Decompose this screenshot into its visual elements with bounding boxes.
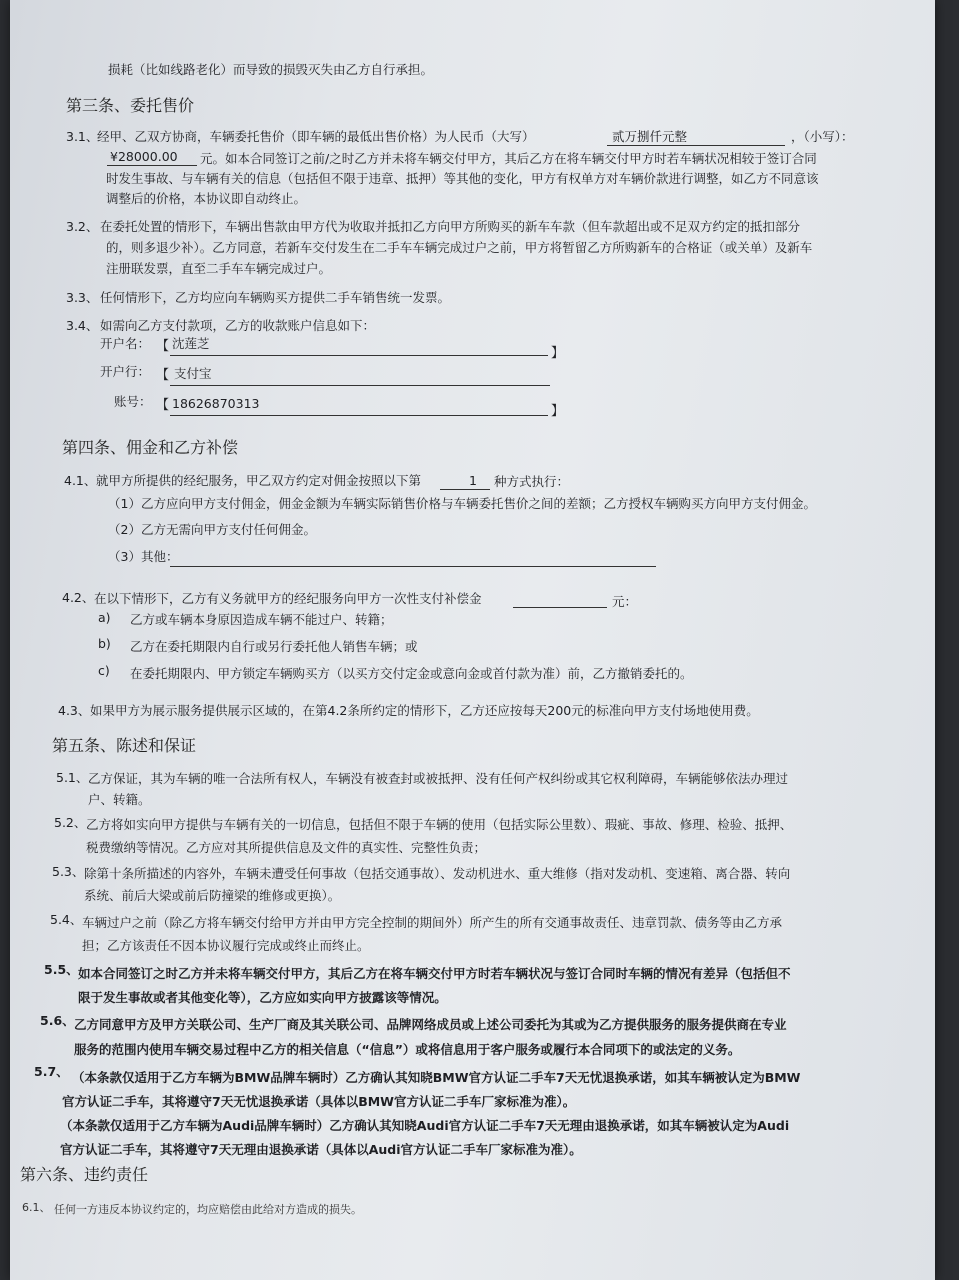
option-1-text: （1）乙方应向甲方支付佣金，佣金金额为车辆实际销售价格与车辆委托售价之间的差额；乙方授权车辆购买方向甲方支付佣金。 xyxy=(108,496,816,511)
price-lowercase-underline xyxy=(107,165,197,166)
item-key: a) xyxy=(98,610,111,625)
price-lowercase-value: ¥28000.00 xyxy=(110,149,178,164)
clause-3-2-text: 的，则多退少补）。乙方同意，若新车交付发生在二手车车辆完成过户之前，甲方将暂留乙方所购新车的合格证（或关单）及新车 xyxy=(106,240,813,255)
clause-number: 4.1、 xyxy=(64,473,97,488)
clause-5-4-text: 车辆过户之前（除乙方将车辆交付给甲方并由甲方完全控制的期间外）所产生的所有交通事故责任、违章罚款、债务等由乙方承 xyxy=(82,915,783,930)
clause-3-1-text: 元。如本合同签订之前/之时乙方并未将车辆交付甲方，其后乙方在将车辆交付甲方时若车辆状况相较于签订合同 xyxy=(200,151,817,166)
price-uppercase-value: 贰万捌仟元整 xyxy=(612,129,688,144)
clause-5-2-text: 乙方将如实向甲方提供与车辆有关的一切信息，包括但不限于车辆的使用（包括实际公里数）、瑕疵、事故、修理、检验、抵押、 xyxy=(86,817,793,832)
clause-3-2-text: 在委托处置的情形下，车辆出售款由甲方代为收取并抵扣乙方向甲方所购买的新车车款（但车款超出或不足双方约定的抵扣部分 xyxy=(100,219,801,234)
bank-label: 开户行： xyxy=(100,364,151,379)
clause-5-7-text: （本条款仅适用于乙方车辆为BMW品牌车辆时）乙方确认其知晓BMW官方认证二手车7天无忧退换承诺，如其车辆被认定为BMW xyxy=(72,1070,801,1085)
bracket-open: 【 xyxy=(156,339,170,354)
price-uppercase-underline xyxy=(607,145,785,146)
clause-5-7-text: 官方认证二手车，其将遵守7天无理由退换承诺（具体以Audi官方认证二手车厂家标准为准）。 xyxy=(60,1142,582,1157)
account-number-label: 账号： xyxy=(114,394,152,409)
clause-4-1-text: 就甲方所提供的经纪服务，甲乙双方约定对佣金按照以下第 xyxy=(96,473,422,488)
compensation-underline xyxy=(513,607,607,608)
clause-number: 4.2、 xyxy=(62,590,95,605)
clause-5-7-text: （本条款仅适用于乙方车辆为Audi品牌车辆时）乙方确认其知晓Audi官方认证二手车7天无理由退换承诺，如其车辆被认定为Audi xyxy=(60,1118,790,1133)
clause-number: 5.7、 xyxy=(34,1064,69,1079)
clause-3-1-text: 经甲、乙双方协商，车辆委托售价（即车辆的最低出售价格）为人民币（大写） xyxy=(97,129,535,144)
bracket-close: 】 xyxy=(551,404,565,419)
clause-4-2-text: 元： xyxy=(612,594,638,609)
section-5-heading: 第五条、陈述和保证 xyxy=(52,736,197,755)
item-a-text: 乙方或车辆本身原因造成车辆不能过户、转籍； xyxy=(130,612,393,627)
bracket-open: 【 xyxy=(156,368,170,383)
clause-5-4-text: 担；乙方该责任不因本协议履行完成或终止而终止。 xyxy=(82,938,370,953)
clause-5-6-text: 乙方同意甲方及甲方关联公司、生产厂商及其关联公司、品牌网络成员或上述公司委托为其或为乙方提供服务的服务提供商在专业 xyxy=(74,1017,787,1032)
clause-number: 5.2、 xyxy=(54,815,87,830)
clause-number: 3.3、 xyxy=(66,290,99,305)
clause-4-3-text: 如果甲方为展示服务提供展示区域的，在第4.2条所约定的情形下，乙方还应按每天200元的标准向甲方支付场地使用费。 xyxy=(90,703,759,718)
commission-option-value: 1 xyxy=(469,473,477,488)
clause-3-1-text: 调整后的价格，本协议即自动终止。 xyxy=(106,191,307,206)
account-name-underline xyxy=(170,355,548,356)
section-6-heading: 第六条、违约责任 xyxy=(20,1165,149,1184)
bracket-open: 【 xyxy=(156,398,170,413)
clause-5-1-text: 户、转籍。 xyxy=(88,792,151,807)
section-3-heading: 第三条、委托售价 xyxy=(66,96,195,115)
clause-number: 5.5、 xyxy=(44,962,79,977)
clause-5-6-text: 服务的范围内使用车辆交易过程中乙方的相关信息（“信息”）或将信息用于客户服务或履行本合同项下的或法定的义务。 xyxy=(74,1042,741,1057)
clause-number: 3.2、 xyxy=(66,219,99,234)
clause-3-1-text: 时发生事故、与车辆有关的信息（包括但不限于违章、抵押）等其他的变化，甲方有权单方对车辆价款进行调整，如乙方不同意该 xyxy=(106,171,819,186)
item-key: c) xyxy=(98,663,110,678)
clause-number: 5.4、 xyxy=(50,912,83,927)
clause-3-3-text: 任何情形下，乙方均应向车辆购买方提供二手车销售统一发票。 xyxy=(100,290,451,305)
clause-5-3-text: 系统、前后大梁或前后防撞梁的维修或更换）。 xyxy=(84,888,341,903)
account-number-underline xyxy=(170,415,548,416)
clause-5-7-text: 官方认证二手车，其将遵守7天无忧退换承诺（具体以BMW官方认证二手车厂家标准为准）。 xyxy=(62,1094,576,1109)
clause-number: 5.3、 xyxy=(52,864,85,879)
clause-5-5-text: 如本合同签订之时乙方并未将车辆交付甲方，其后乙方在将车辆交付甲方时若车辆状况与签订合同时车辆的情况有差异（包括但不 xyxy=(78,966,791,981)
clause-number: 3.1、 xyxy=(66,129,99,144)
option-3-underline xyxy=(170,566,656,567)
clause-5-1-text: 乙方保证，其为车辆的唯一合法所有权人，车辆没有被查封或被抵押、没有任何产权纠纷或其它权利障碍，车辆能够依法办理过 xyxy=(88,771,789,786)
clause-number: 3.4、 xyxy=(66,318,99,333)
item-c-text: 在委托期限内、甲方锁定车辆购买方（以买方交付定金或意向金或首付款为准）前，乙方撤销委托的。 xyxy=(130,666,693,681)
clause-5-5-text: 限于发生事故或者其他变化等），乙方应如实向甲方披露该等情况。 xyxy=(78,990,447,1005)
account-number-value: 18626870313 xyxy=(172,396,260,411)
clause-number: 5.1、 xyxy=(56,770,89,785)
clause-3-4-text: 如需向乙方支付款项，乙方的收款账户信息如下： xyxy=(100,318,376,333)
clause-5-3-text: 除第十条所描述的内容外，车辆未遭受任何事故（包括交通事故）、发动机进水、重大维修（指对发动机、变速箱、离合器、转向 xyxy=(84,866,791,881)
option-2-text: （2）乙方无需向甲方支付任何佣金。 xyxy=(108,522,316,537)
clause-4-2-text: 在以下情形下，乙方有义务就甲方的经纪服务向甲方一次性支付补偿金 xyxy=(94,591,482,606)
clause-6-1-text: 任何一方违反本协议约定的，均应赔偿由此给对方造成的损失。 xyxy=(54,1203,362,1216)
item-key: b) xyxy=(98,636,111,651)
clause-number: 5.6、 xyxy=(40,1013,75,1028)
clause-3-1-text: ，（小写）： xyxy=(791,129,854,144)
continuation-text: 损耗（比如线路老化）而导致的损毁灭失由乙方自行承担。 xyxy=(108,62,434,77)
bank-underline xyxy=(170,385,550,386)
clause-3-2-text: 注册联发票，直至二手车车辆完成过户。 xyxy=(106,261,332,276)
account-name-label: 开户名： xyxy=(100,336,151,351)
clause-5-2-text: 税费缴纳等情况。乙方应对其所提供信息及文件的真实性、完整性负责； xyxy=(86,840,487,855)
contract-page xyxy=(10,0,935,1280)
account-name-value: 沈莲芝 xyxy=(172,336,210,351)
section-4-heading: 第四条、佣金和乙方补偿 xyxy=(62,438,239,457)
bracket-close: 】 xyxy=(551,346,565,361)
clause-number: 4.3、 xyxy=(58,703,91,718)
clause-number: 6.1、 xyxy=(22,1201,51,1214)
commission-option-underline xyxy=(440,489,490,490)
option-3-text: （3）其他： xyxy=(108,549,179,564)
item-b-text: 乙方在委托期限内自行或另行委托他人销售车辆；或 xyxy=(130,639,418,654)
clause-4-1-text: 种方式执行： xyxy=(494,474,570,489)
bank-value: 支付宝 xyxy=(174,366,212,381)
